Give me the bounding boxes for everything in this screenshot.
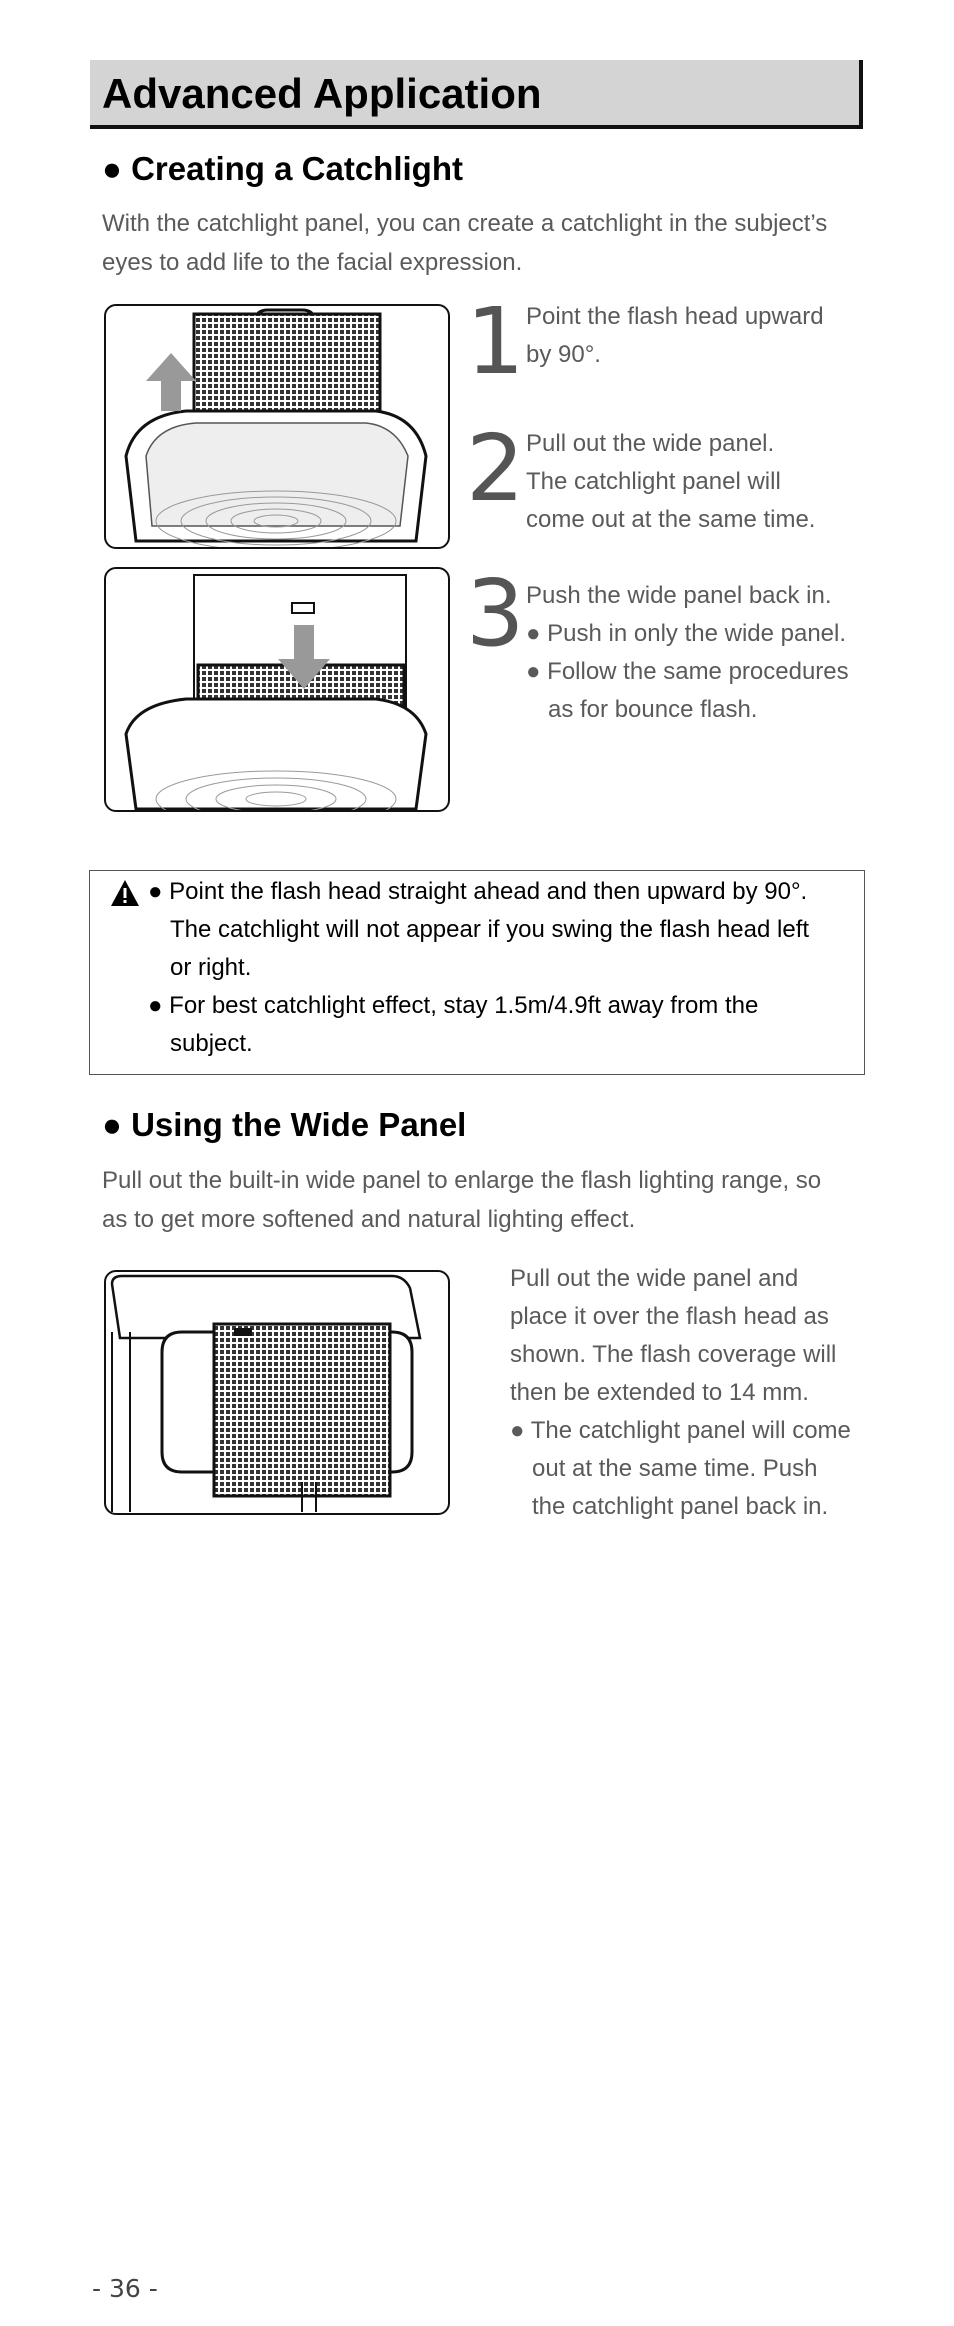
step-2-text: Pull out the wide panel. The catchlight panel will come out at the same time. — [526, 430, 816, 533]
wide-panel-description: Pull out the wide panel and place it over the flash head as shown. The flash coverage will then be extended to 14 mm. ● The catchlight panel will come out at the same time. Push the catchlight panel back in. — [510, 1265, 851, 1520]
catchlight-heading: ● Creating a Catchlight — [102, 150, 463, 187]
catchlight-intro: With the catchlight panel, you can create a catchlight in the subject’s eyes to add life to the facial expression. — [102, 210, 828, 276]
step-3-number: 3 — [466, 560, 525, 667]
wide-panel-intro: Pull out the built-in wide panel to enlarge the flash lighting range, so as to get more softened and natural lighting effect. — [102, 1167, 822, 1233]
page-title: Advanced Application — [102, 70, 542, 117]
caution-box — [89, 870, 865, 1075]
catchlight-push-illustration — [104, 567, 450, 812]
step-1-number: 1 — [466, 288, 525, 395]
page-number: - 36 - — [92, 2274, 158, 2303]
catchlight-pull-illustration — [104, 304, 450, 549]
page-header — [90, 60, 863, 129]
step-2-number: 2 — [466, 415, 525, 522]
wide-panel-heading: ● Using the Wide Panel — [102, 1106, 467, 1143]
step-3-text: Push the wide panel back in. ● Push in only the wide panel. ● Follow the same procedures as for bounce flash. — [526, 582, 849, 723]
caution-bullet-1: ● Point the flash head straight ahead and then upward by 90°. The catchlight will not appear if you swing the flash head left or right. — [148, 878, 810, 981]
caution-bullet-2: ● For best catchlight effect, stay 1.5m/4.9ft away from the subject. — [148, 992, 759, 1057]
wide-panel-illustration — [104, 1270, 450, 1515]
step-1-text: Point the flash head upward by 90°. — [526, 303, 824, 368]
up-arrow-icon — [146, 353, 196, 411]
warning-icon — [110, 879, 140, 907]
